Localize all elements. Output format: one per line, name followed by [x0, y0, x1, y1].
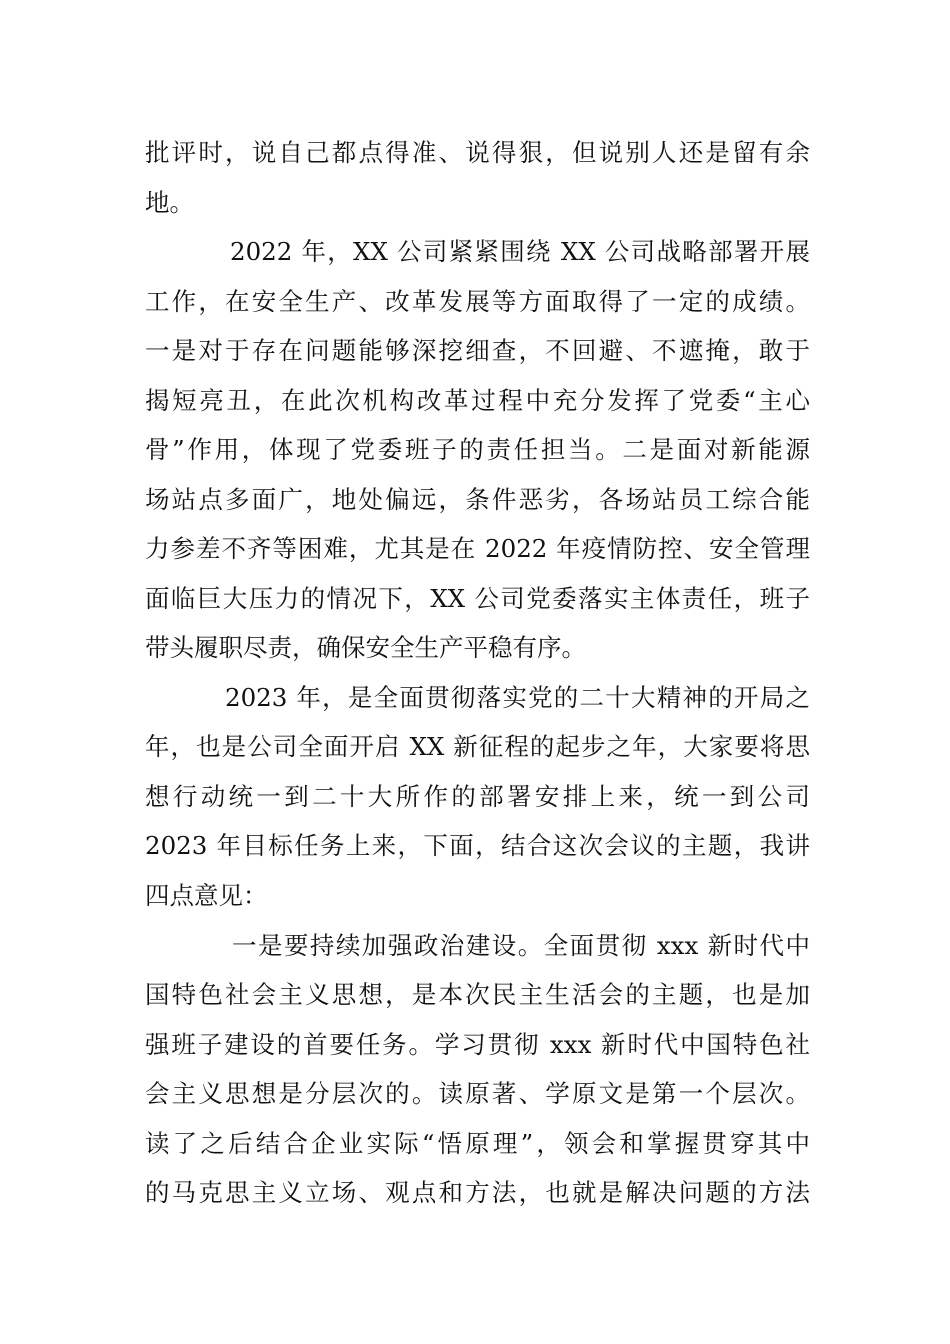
- text-line: 四点意见：: [145, 881, 268, 910]
- text-line: 地。: [145, 188, 194, 217]
- text-line: 强班子建设的首要任务。学习贯彻 xxx 新时代中国特色社: [145, 1030, 810, 1059]
- paragraph-start-line: 2023 年，是全面贯彻落实党的二十大精神的开局之: [225, 683, 810, 712]
- text-line: 会主义思想是分层次的。读原著、学原文是第一个层次。: [145, 1079, 810, 1108]
- paragraph-start-line: 2022 年，XX 公司紧紧围绕 XX 公司战略部署开展: [230, 237, 810, 266]
- text-line: 国特色社会主义思想，是本次民主生活会的主题，也是加: [145, 980, 810, 1009]
- text-line: 2023 年目标任务上来，下面，结合这次会议的主题，我讲: [145, 831, 810, 860]
- text-line: 一是对于存在问题能够深挖细查，不回避、不遮掩，敢于: [145, 336, 810, 365]
- text-line: 年，也是公司全面开启 XX 新征程的起步之年，大家要将思: [145, 732, 810, 761]
- text-line: 工作，在安全生产、改革发展等方面取得了一定的成绩。: [145, 287, 810, 316]
- paragraph-start-line: 一是要持续加强政治建设。全面贯彻 xxx 新时代中: [232, 931, 810, 960]
- text-line: 面临巨大压力的情况下，XX 公司党委落实主体责任，班子: [145, 584, 810, 613]
- text-line: 骨”作用，体现了党委班子的责任担当。二是面对新能源: [145, 435, 810, 464]
- text-line: 带头履职尽责，确保安全生产平稳有序。: [145, 633, 586, 662]
- text-line: 读了之后结合企业实际“悟原理”，领会和掌握贯穿其中: [145, 1129, 810, 1158]
- text-line: 想行动统一到二十大所作的部署安排上来，统一到公司: [145, 782, 810, 811]
- text-line: 力参差不齐等困难，尤其是在 2022 年疫情防控、安全管理: [145, 534, 810, 563]
- text-line: 场站点多面广，地处偏远，条件恶劣，各场站员工综合能: [145, 485, 810, 514]
- text-line: 批评时，说自己都点得准、说得狠，但说别人还是留有余: [145, 138, 810, 167]
- text-line: 的马克思主义立场、观点和方法，也就是解决问题的方法: [145, 1178, 810, 1207]
- text-line: 揭短亮丑，在此次机构改革过程中充分发挥了党委“主心: [145, 386, 810, 415]
